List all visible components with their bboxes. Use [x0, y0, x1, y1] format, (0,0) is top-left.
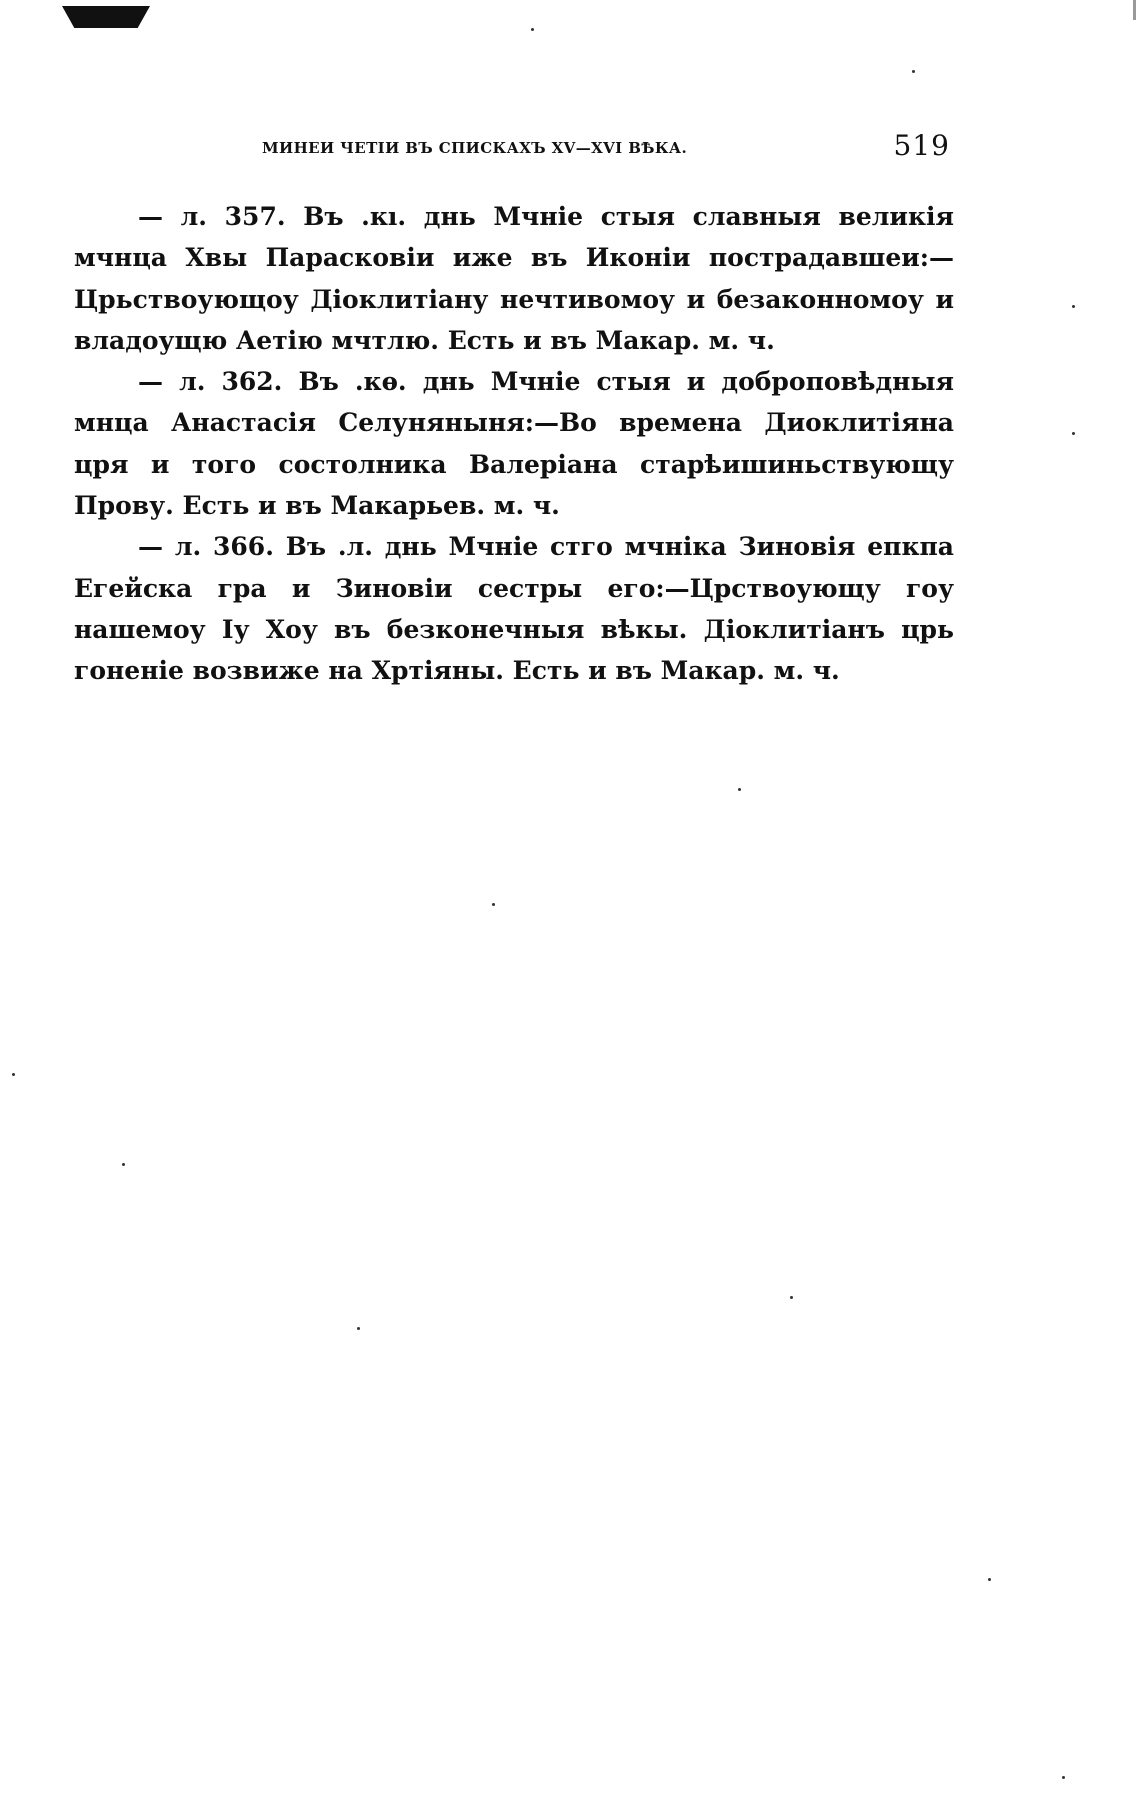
- scan-speck: [122, 1163, 125, 1166]
- running-title: МИНЕИ ЧЕТІИ ВЪ СПИСКАХЪ XV—XVI ВѢКА.: [262, 139, 688, 157]
- scan-speck: [738, 788, 741, 791]
- scan-speck: [357, 1327, 360, 1330]
- scan-speck: [912, 70, 915, 73]
- scan-speck: [12, 1073, 15, 1076]
- scan-ink-blot: [62, 6, 150, 28]
- scan-speck: [531, 28, 534, 31]
- scan-speck: [1072, 432, 1075, 435]
- scan-speck: [492, 903, 495, 906]
- page-number: 519: [893, 129, 950, 162]
- scan-speck: [1072, 305, 1075, 308]
- manuscript-entry: — л. 366. Въ .л. днь Мчніе стго мчніка Зиновія епкпа Егейска гра и Зиновіи сестры его:—Црствоующу гоу нашемоу Іу Хоу въ безконечныя вѣкы. Діоклитіанъ црь гоненіе возвиже на Хртіяны. Есть и въ Макар. м. ч.: [74, 532, 954, 686]
- scan-speck: [1062, 1776, 1065, 1779]
- scan-speck: [790, 1296, 793, 1299]
- scan-edge-mark: [1133, 0, 1136, 20]
- scan-speck: [988, 1578, 991, 1581]
- manuscript-entry: — л. 357. Въ .кı. днь Мчніе стыя славныя великія мчнца Хвы Парасковіи иже въ Иконіи пострадавшеи:—Црьствоующоу Діоклитіану нечтивомоу и безаконномоу и владоущю Аетію мчтлю. Есть и въ Макар. м. ч.: [74, 202, 954, 355]
- page-header: [262, 129, 950, 169]
- body-text: [74, 196, 954, 692]
- manuscript-entry: — л. 362. Въ .кѳ. днь Мчніе стыя и доброповѣдныя мнца Анастасія Селуняныня:—Во времена Диоклитіяна цря и того состолника Валеріана старѣишиньствующу Прову. Есть и въ Макарьев. м. ч.: [74, 367, 954, 521]
